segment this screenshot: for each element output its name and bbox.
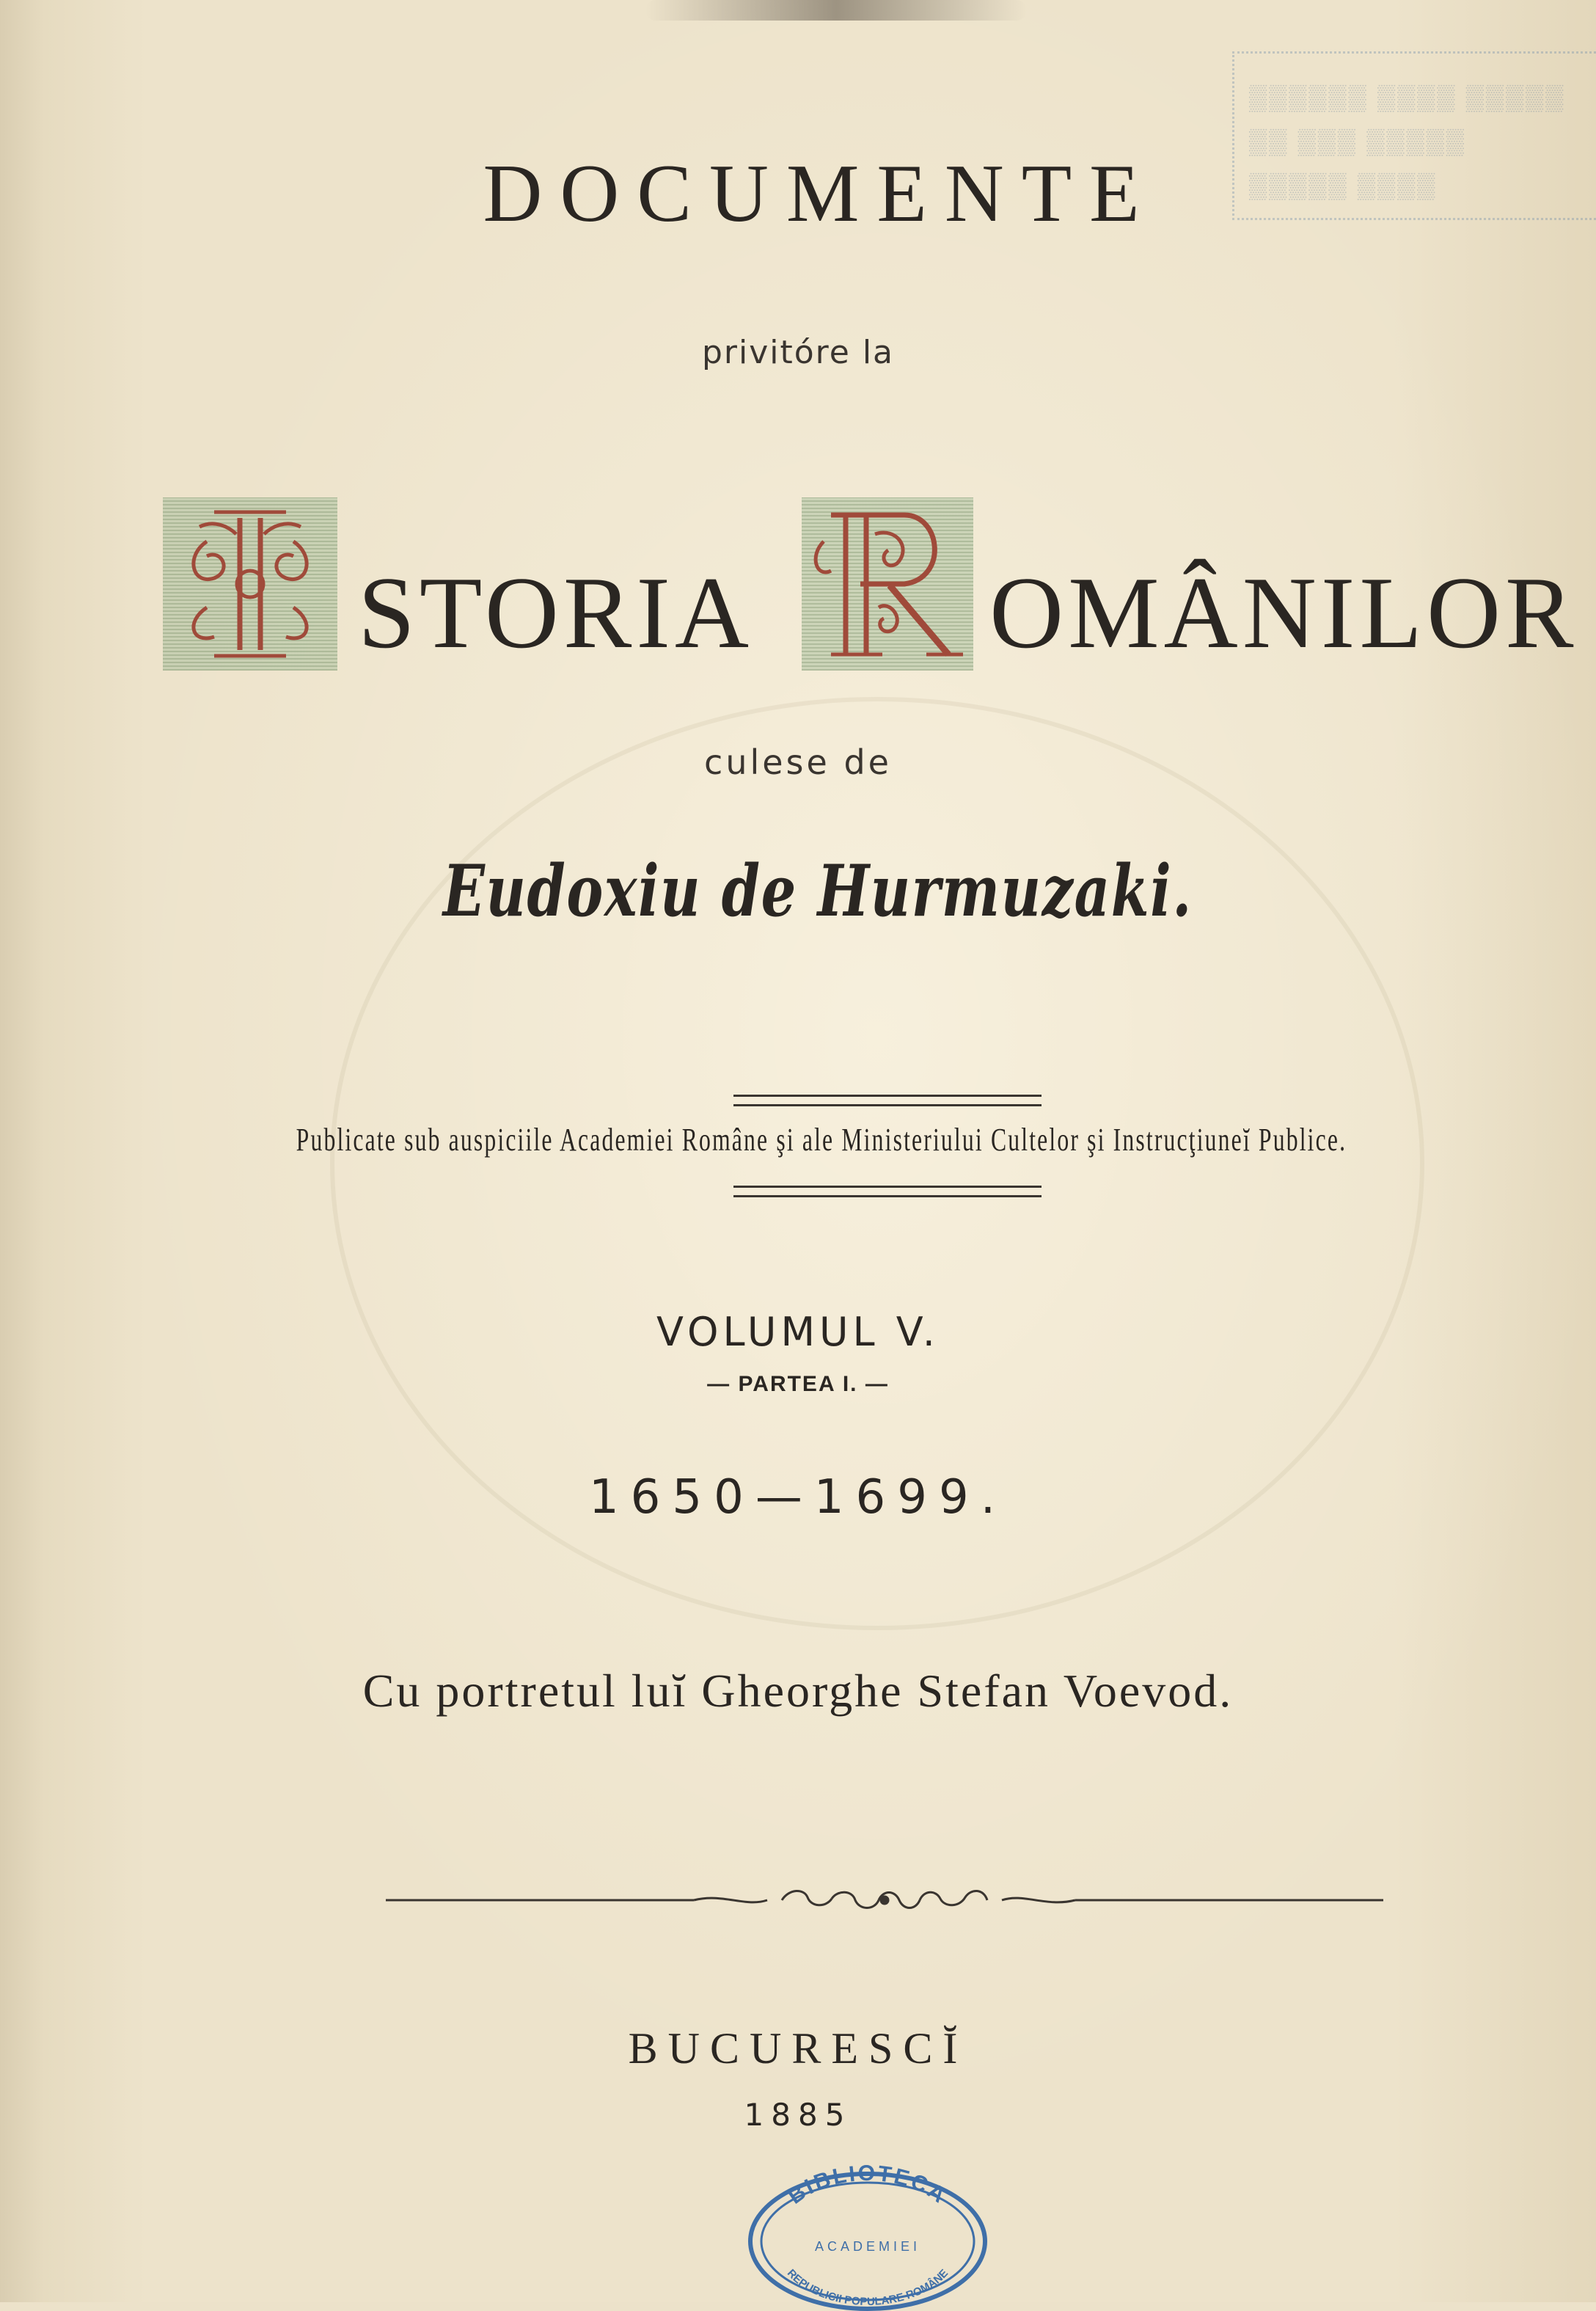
svg-text:BIBLIOTECA <box>783 2164 951 2209</box>
subtitle: privitóre la <box>701 334 895 371</box>
main-title: DOCUMENTE <box>483 148 1157 239</box>
author-name: Eudoxiu de Hurmuzaki. <box>442 850 1193 932</box>
volume-label: VOLUMUL V. <box>656 1309 940 1355</box>
title-word-romanilor: OMÂNILOR <box>989 556 1578 670</box>
publication-year: 1885 <box>744 2097 852 2133</box>
decorated-initial-r <box>802 497 973 671</box>
double-rule-top <box>733 1095 1042 1106</box>
title-word-storia: STORIA <box>358 556 754 670</box>
faded-corner-stamp: ▒▒▒▒▒▒ ▒▒▒▒ ▒▒▒▒▒ ▒▒ ▒▒▒ ▒▒▒▒▒ ▒▒▒▒▒ ▒▒▒▒ <box>1232 51 1596 220</box>
library-stamp <box>747 2164 989 2311</box>
portrait-note: Cu portretul luĭ Gheorghe Stefan Voevod. <box>362 1665 1234 1717</box>
collected-by-label: culese de <box>704 742 892 782</box>
year-range: 1650—1699. <box>588 1470 1008 1525</box>
decorated-initial-i <box>163 497 337 671</box>
double-rule-bottom <box>733 1186 1042 1197</box>
part-label: — PARTEA I. — <box>707 1372 889 1396</box>
stamp-text-academy: ACADEMIEI <box>814 2239 921 2254</box>
book-title <box>163 496 1578 671</box>
ornamental-divider <box>386 1878 1383 1922</box>
top-ink-smudge <box>645 0 1027 21</box>
stamp-text-republic: REPUBLICII POPULARE ROMÂNE <box>784 2267 951 2309</box>
publication-note: Publicate sub auspiciile Academiei Române şi ale Ministeriului Cultelor şi Instrucţiuneĭ Publice. <box>296 1122 1347 1158</box>
stamp-text-library: BIBLIOTECA <box>783 2164 952 2209</box>
city-name: BUCURESCĬ <box>628 2024 968 2073</box>
